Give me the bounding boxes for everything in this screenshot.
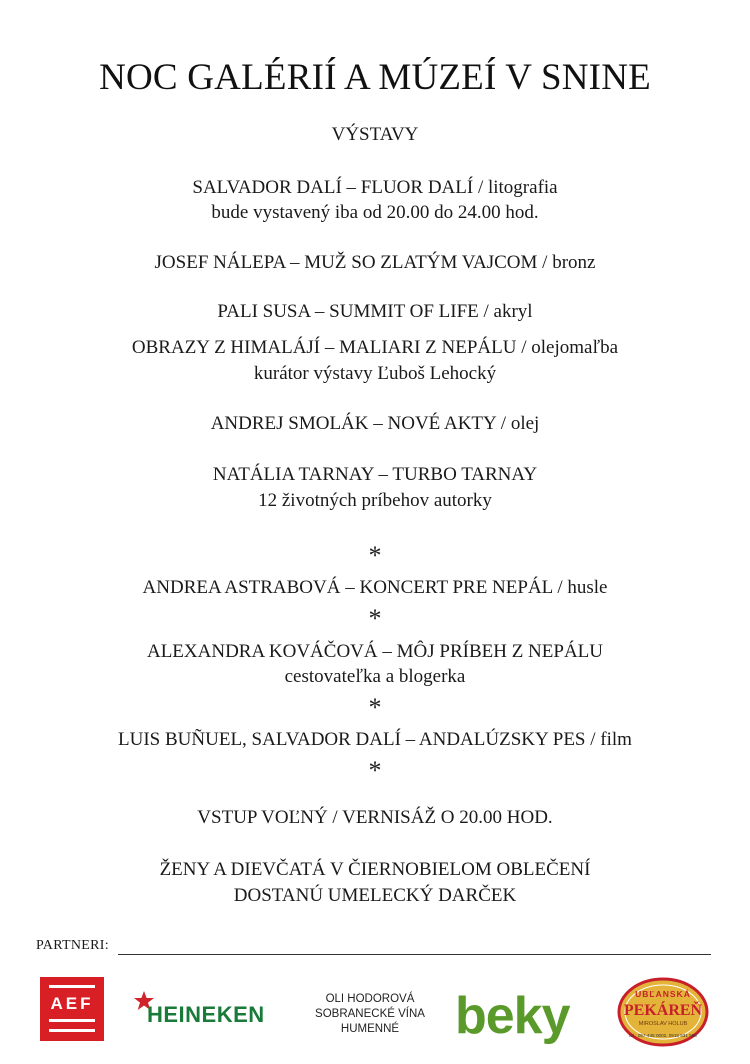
exhibition-6-note: 12 životných príbehov autorky [258,490,492,511]
exhibition-2-title: JOSEF NÁLEPA – MUŽ SO ZLATÝM VAJCOM / bronz [154,252,596,273]
partners-label: PARTNERI: [36,938,109,953]
heineken-logo-text: HEINEKEN [147,1002,265,1027]
exhibition-1-note: bude vystavený iba od 20.00 do 24.00 hod. [211,202,539,223]
aef-logo-text: AEF [50,994,94,1013]
aef-logo-bar [49,985,95,988]
beky-logo [453,983,578,1045]
oli-hodorova-logo [300,992,440,1037]
aef-logo [40,977,104,1041]
exhibition-1-title: SALVADOR DALÍ – FLUOR DALÍ / litografia [192,177,558,198]
pekaren-main-text: PEKÁREŇ [623,1002,703,1019]
event-2-note: cestovateľka a blogerka [284,666,466,687]
separator-star: * [368,541,382,570]
beky-logo-graphic [453,983,578,1045]
oli-line1: OLI HODOROVÁ [325,993,415,1005]
oli-line2: SOBRANECKÉ VÍNA [315,1008,425,1020]
exhibition-6-title: NATÁLIA TARNAY – TURBO TARNAY [212,464,538,485]
page-title: NOC GALÉRIÍ A MÚZEÍ V SNINE [99,57,651,98]
separator-star: * [368,693,382,722]
entry-info: VSTUP VOĽNÝ / VERNISÁŽ O 20.00 HOD. [197,807,553,828]
exhibition-3-title: PALI SUSA – SUMMIT OF LIFE / akryl [217,301,533,322]
partners-divider [118,954,711,955]
section-label: VÝSTAVY [331,124,419,145]
event-1-title: ANDREA ASTRABOVÁ – KONCERT PRE NEPÁL / husle [142,577,608,598]
separator-star: * [368,756,382,785]
exhibition-4-note: kurátor výstavy Ľuboš Lehocký [253,363,497,384]
exhibition-5-title: ANDREJ SMOLÁK – NOVÉ AKTY / olej [210,413,540,434]
pekaren-badge-graphic [617,977,709,1047]
oli-line3: HUMENNÉ [340,1023,400,1035]
pekaren-logo [617,977,709,1047]
pekaren-top-text: UBĽANSKÁ [635,989,691,999]
gift-info-line2: DOSTANÚ UMELECKÝ DARČEK [233,885,517,906]
pekaren-phone-text: tel.: 057-445 0002, 0918 531 558 [629,1033,697,1038]
gift-info-line1: ŽENY A DIEVČATÁ V ČIERNOBIELOM OBLEČENÍ [159,859,591,880]
pekaren-owner-text: MIROSLAV HOLUB [638,1021,688,1027]
aef-logo-bar [49,1029,95,1032]
event-2-title: ALEXANDRA KOVÁČOVÁ – MÔJ PRÍBEH Z NEPÁLU [146,641,603,662]
event-3-title: LUIS BUÑUEL, SALVADOR DALÍ – ANDALÚZSKY PES / film [118,729,632,750]
beky-logo-text: beky [455,987,570,1045]
exhibition-4-title: OBRAZY Z HIMALÁJÍ – MALIARI Z NEPÁLU / olejomaľba [131,337,619,358]
heineken-logo [133,990,283,1030]
aef-logo-bar [49,1019,95,1022]
separator-star: * [368,604,382,633]
